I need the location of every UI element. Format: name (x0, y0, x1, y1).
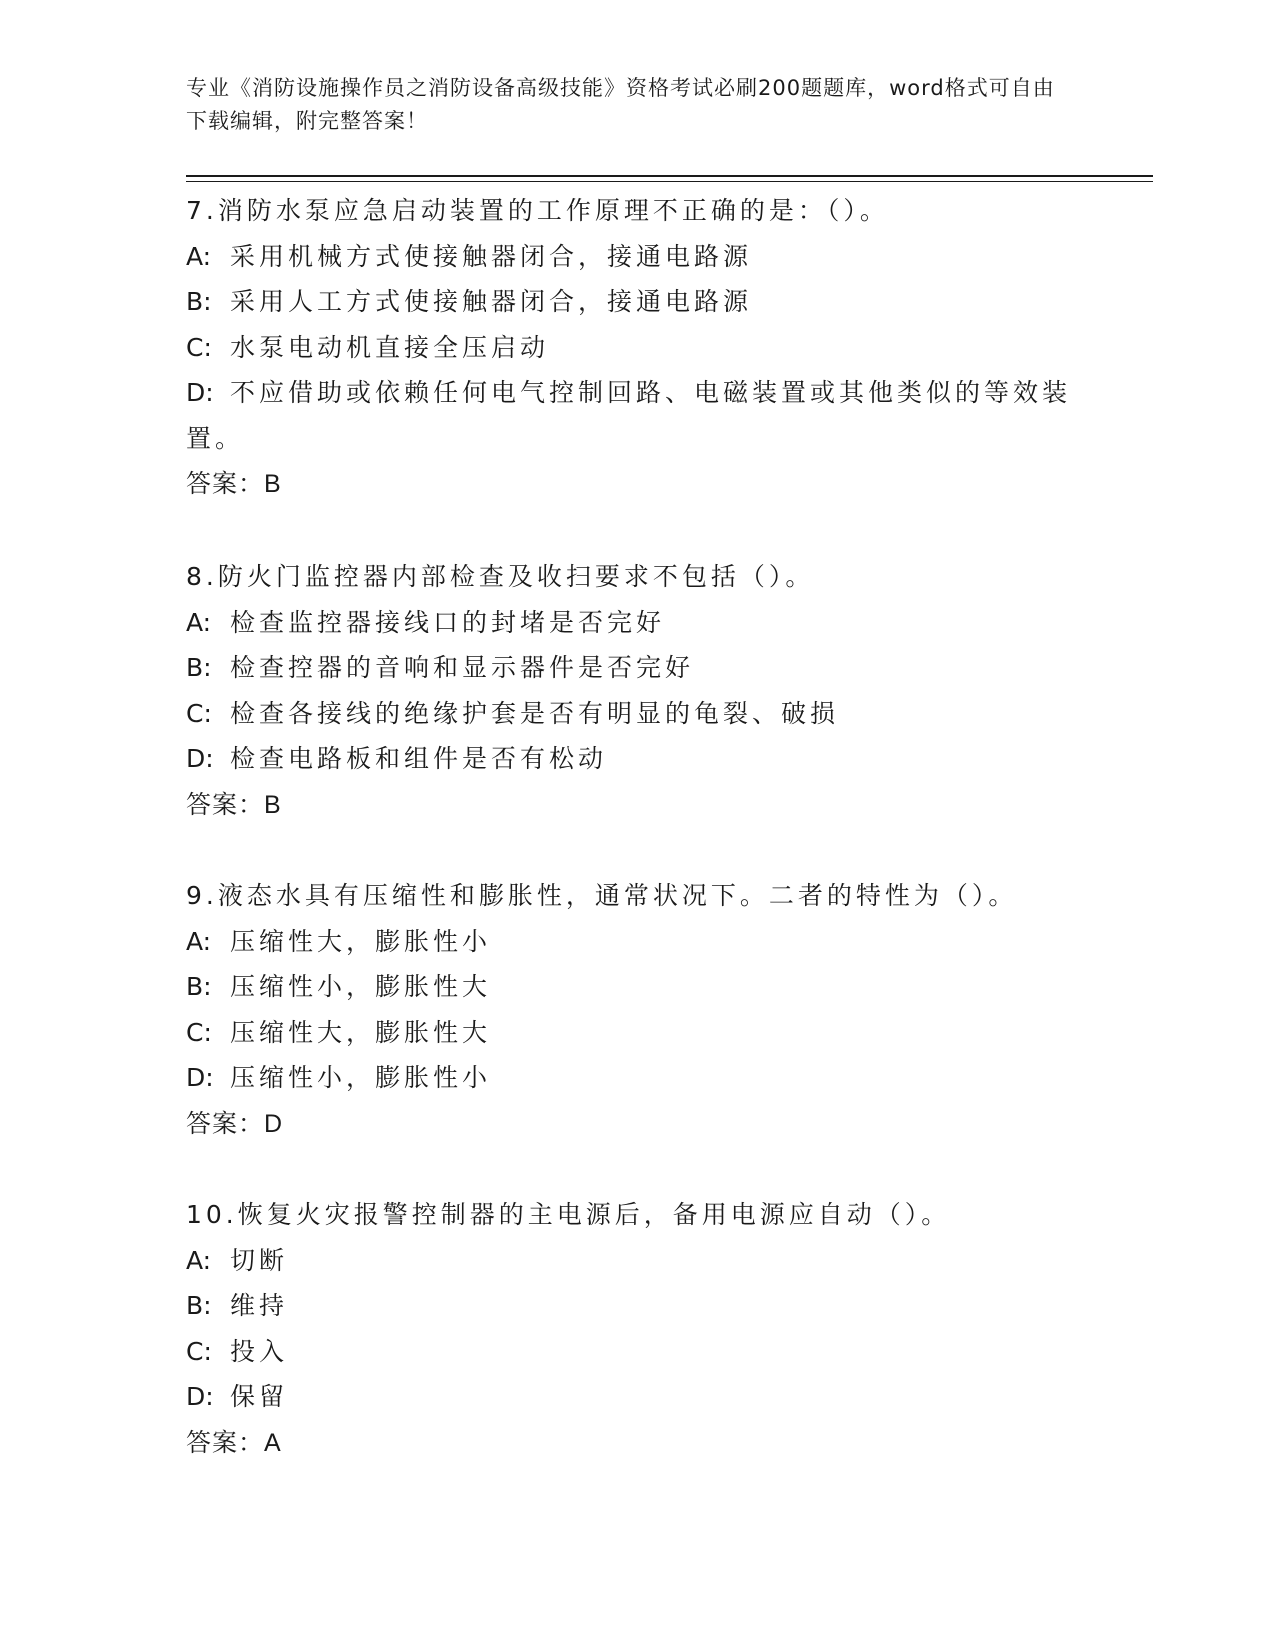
option-key: C: (186, 1336, 212, 1366)
option-text: 采用机械方式使接触器闭合，接通电路源 (230, 241, 753, 271)
option-text: 压缩性小，膨胀性大 (230, 972, 492, 1001)
option-text: 切断 (230, 1245, 289, 1275)
option-c (186, 691, 1086, 737)
option-key: C: (186, 332, 212, 362)
answer-line (186, 1420, 1086, 1467)
option-d (186, 1055, 1086, 1101)
question-7 (186, 188, 1086, 508)
answer-label: 答案： (186, 789, 265, 819)
option-a (186, 600, 1086, 646)
option-a (186, 919, 1086, 965)
option-text: 维持 (230, 1291, 289, 1320)
option-key: C: (186, 1017, 212, 1047)
option-text: 压缩性大，膨胀性小 (230, 926, 492, 956)
option-c (186, 1329, 1086, 1375)
question-10 (186, 1192, 1086, 1466)
option-d (186, 1374, 1086, 1420)
answer-value: B (264, 790, 282, 819)
option-b (186, 964, 1086, 1010)
option-a (186, 234, 1086, 280)
document-intro: 专业《消防设施操作员之消防设备高级技能》资格考试必刷200题题库，word格式可自由下载编辑，附完整答案！ (186, 76, 1055, 133)
option-b (186, 279, 1086, 325)
option-d (186, 736, 1086, 782)
option-text: 不应借助或依赖任何电气控制回路、电磁装置或其他类似的等效装置。 (186, 378, 1072, 453)
option-d (186, 370, 1086, 461)
question-stem: 9.液态水具有压缩性和膨胀性，通常状况下。二者的特性为（）。 (186, 881, 1018, 910)
question-stem: 8.防火门监控器内部检查及收扫要求不包括（）。 (186, 562, 815, 591)
header-divider (186, 175, 1153, 177)
option-b (186, 645, 1086, 691)
option-key: B: (186, 287, 212, 316)
option-key: B: (186, 972, 212, 1001)
option-text: 压缩性大，膨胀性大 (230, 1017, 492, 1047)
option-text: 检查监控器接线口的封堵是否完好 (230, 607, 666, 637)
answer-label: 答案： (186, 1108, 265, 1138)
option-b (186, 1283, 1086, 1329)
option-key: A: (186, 926, 212, 956)
answer-line (186, 1101, 1086, 1148)
answer-value: A (264, 1428, 282, 1457)
option-text: 检查电路板和组件是否有松动 (230, 744, 608, 773)
option-key: B: (186, 1291, 212, 1320)
answer-line (186, 461, 1086, 508)
answer-label: 答案： (186, 469, 265, 498)
header-divider-thin (186, 181, 1153, 182)
option-text: 检查控器的音响和显示器件是否完好 (230, 653, 695, 682)
option-c (186, 325, 1086, 371)
option-key: D: (186, 1382, 214, 1411)
option-a (186, 1238, 1086, 1284)
question-stem: 10.恢复火灾报警控制器的主电源后，备用电源应自动（）。 (186, 1200, 951, 1229)
answer-value: B (264, 470, 282, 498)
option-key: D: (186, 744, 214, 773)
option-key: B: (186, 653, 212, 682)
option-key: D: (186, 378, 214, 407)
option-key: A: (186, 241, 212, 271)
option-key: A: (186, 1245, 212, 1275)
option-key: A: (186, 607, 212, 637)
question-8 (186, 554, 1086, 828)
option-text: 压缩性小，膨胀性小 (230, 1063, 492, 1092)
option-text: 水泵电动机直接全压启动 (230, 332, 550, 362)
option-text: 投入 (230, 1336, 289, 1366)
answer-label: 答案： (186, 1427, 265, 1457)
answer-value: D (264, 1109, 284, 1138)
option-key: D: (186, 1063, 214, 1092)
option-c (186, 1010, 1086, 1056)
answer-line (186, 782, 1086, 829)
question-stem: 7.消防水泵应急启动装置的工作原理不正确的是：（）。 (186, 196, 889, 225)
option-text: 采用人工方式使接触器闭合，接通电路源 (230, 287, 753, 316)
option-text: 检查各接线的绝缘护套是否有明显的龟裂、破损 (230, 698, 840, 728)
option-text: 保留 (230, 1382, 289, 1411)
option-key: C: (186, 698, 212, 728)
question-9 (186, 873, 1086, 1147)
